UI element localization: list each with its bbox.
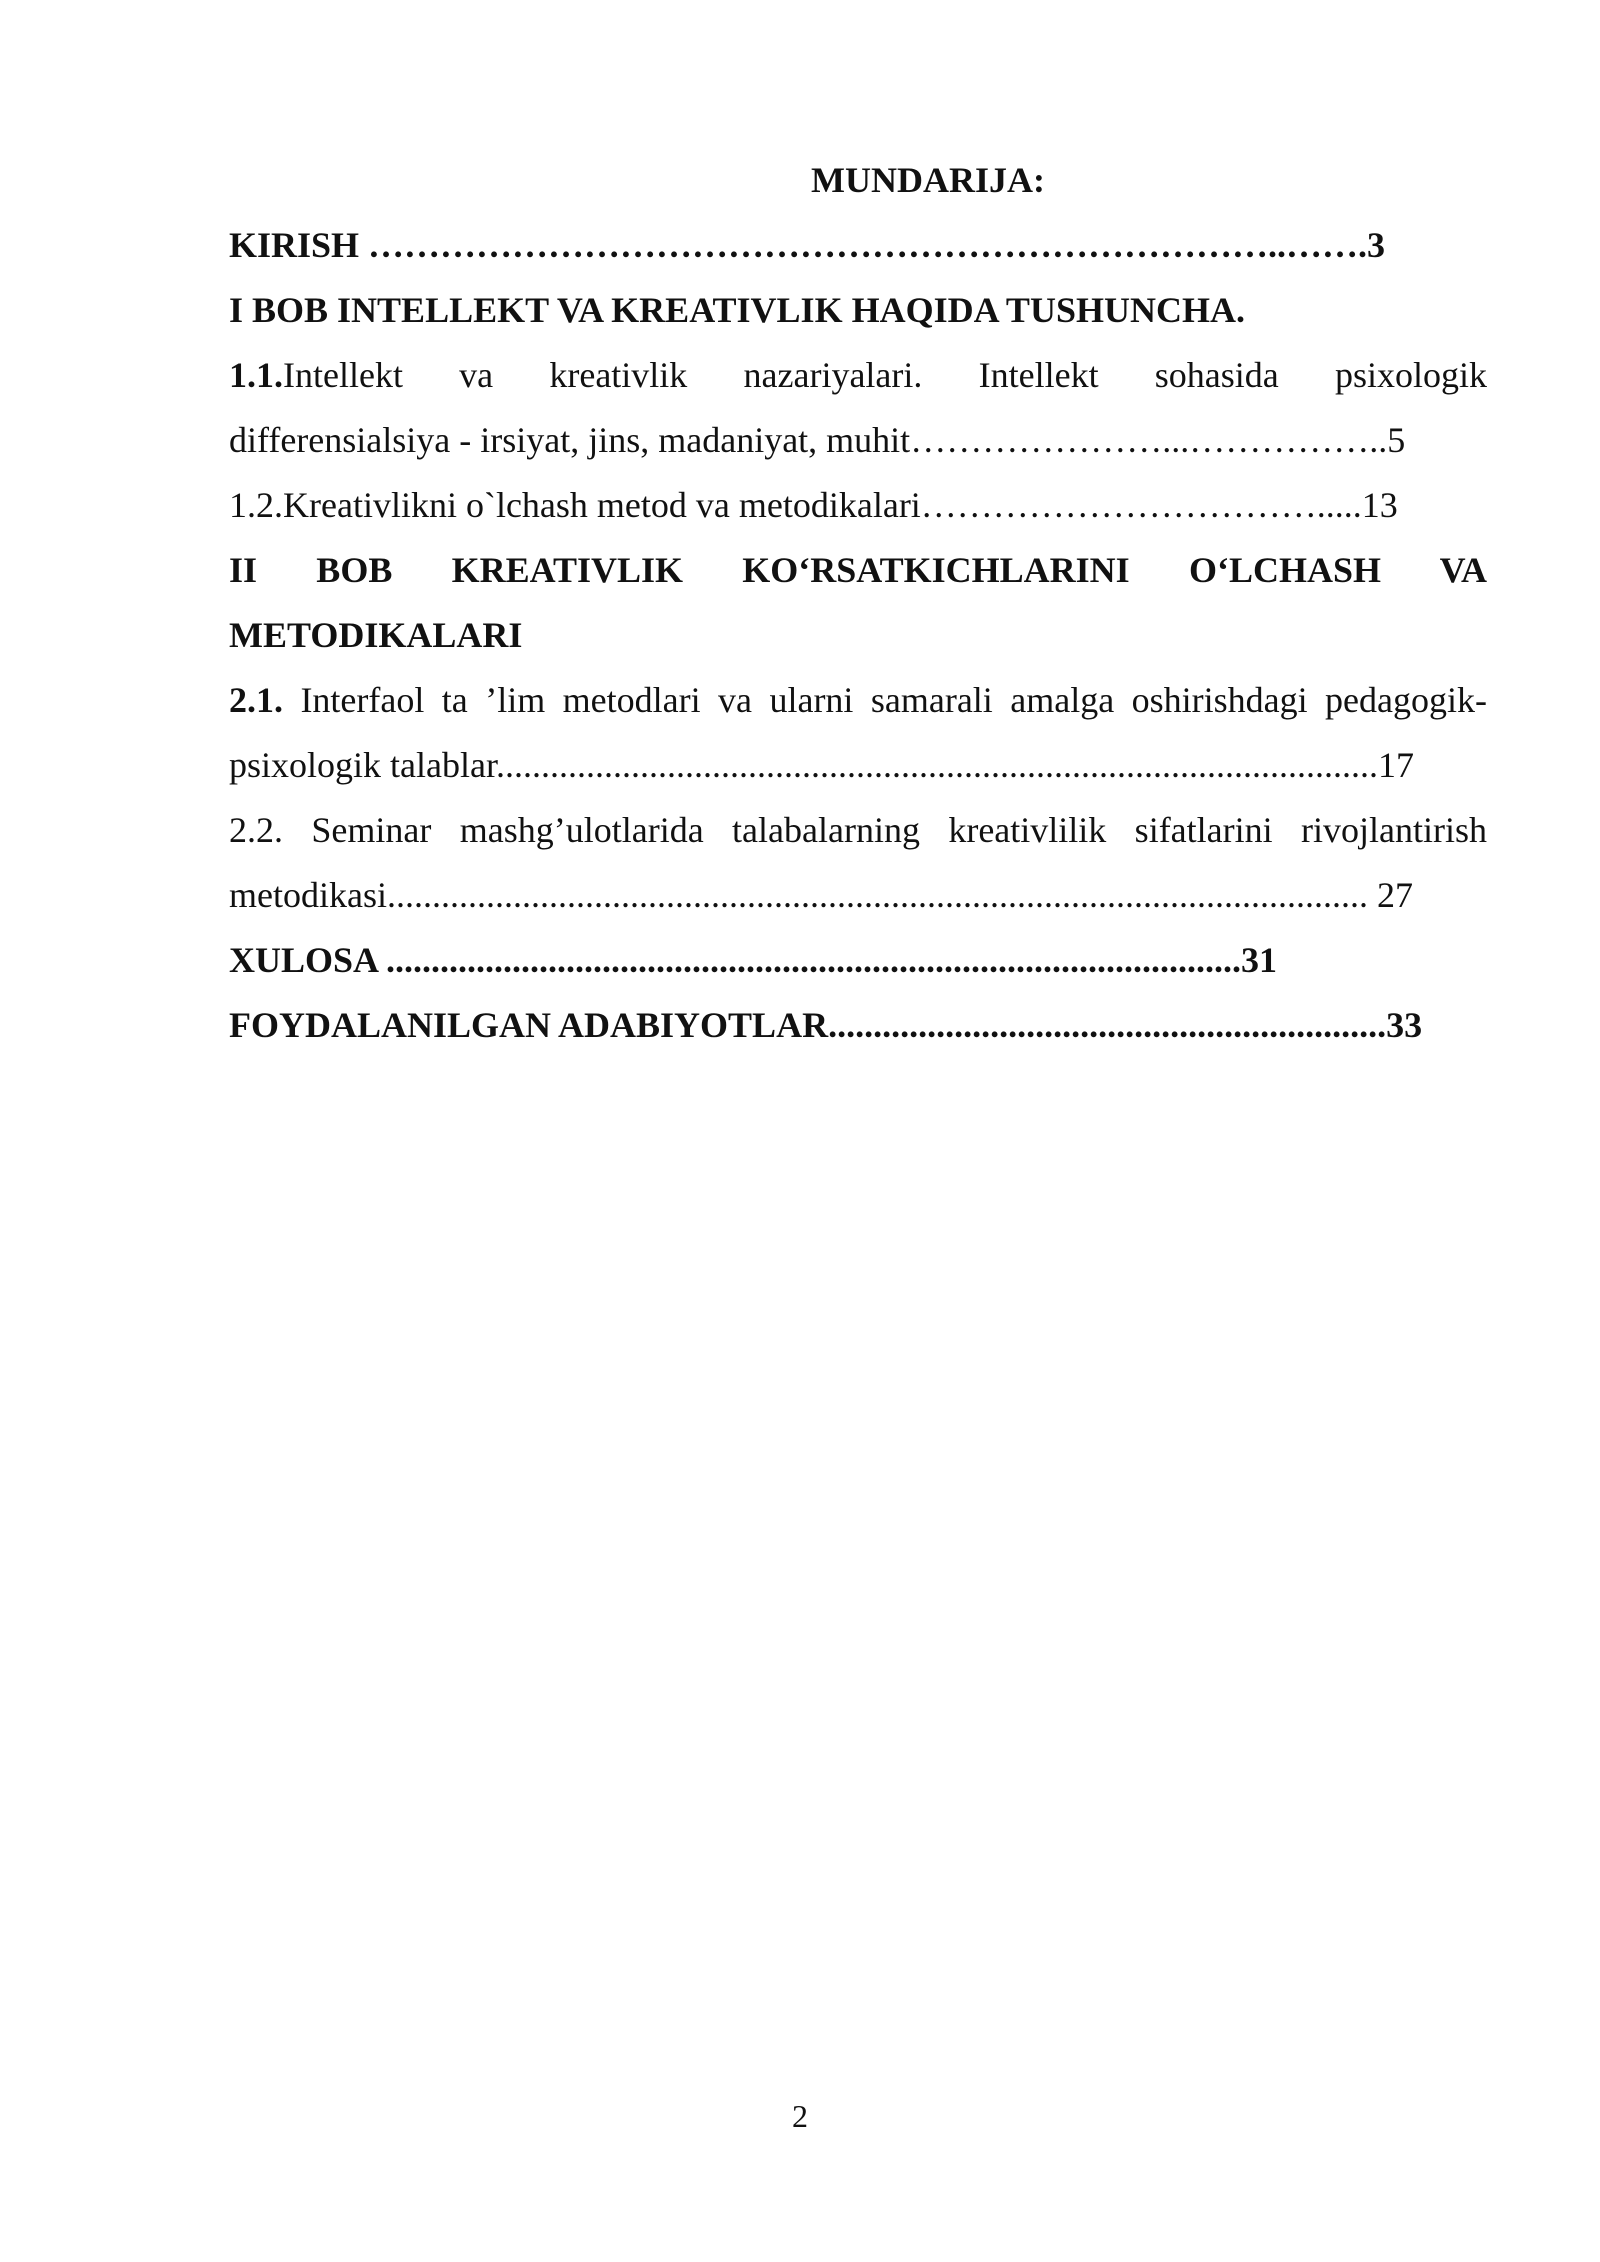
toc-entry-adabiyotlar: FOYDALANILGAN ADABIYOTLAR..............................................................33	[229, 1005, 1423, 1045]
section-title: Interfaol ta ’lim metodlari va ularni samarali amalga oshirishdagi pedagogik-	[283, 680, 1487, 720]
toc-entry-xulosa: XULOSA ...............................................................................................31	[229, 940, 1278, 980]
toc-entry-chapter-1: I BOB INTELLEKT VA KREATIVLIK HAQIDA TUSHUNCHA.	[229, 290, 1245, 330]
page-number: 2	[792, 2098, 808, 2134]
toc-title: MUNDARIJA:	[811, 160, 1045, 200]
table-of-contents	[229, 148, 1487, 1058]
toc-entry-section-1-1-line-1	[229, 343, 1487, 408]
toc-entry-section-1-2: 1.2.Kreativlikni o`lchash metod va metodikalari…………………………….....13	[229, 485, 1398, 525]
section-number: 1.1.	[229, 355, 283, 395]
toc-entry-chapter-2-line-2: METODIKALARI	[229, 615, 523, 655]
toc-entry-section-2-1-line-1	[229, 668, 1487, 733]
toc-entry-section-1-1-line-2: differensialsiya - irsiyat, jins, madaniyat, muhit…………………...……………..5	[229, 420, 1406, 460]
section-number: 2.1.	[229, 680, 283, 720]
toc-entry-section-2-2-line-2: metodikasi............................................................................................................. 27	[229, 875, 1413, 915]
toc-entry-kirish: KIRISH …………………………………………………………………..…….3	[229, 225, 1386, 265]
section-title: Intellekt va kreativlik nazariyalari. Intellekt sohasida psixologik	[283, 355, 1487, 395]
toc-entry-section-2-2-line-1: 2.2. Seminar mashg’ulotlarida talabalarning kreativlilik sifatlarini rivojlantirish	[229, 810, 1487, 850]
toc-entry-section-2-1-line-2: psixologik talablar..................................................................................................17	[229, 745, 1414, 785]
toc-entry-chapter-2-line-1: II BOB KREATIVLIK KO‘RSATKICHLARINI O‘LCHASH VA	[229, 550, 1487, 590]
